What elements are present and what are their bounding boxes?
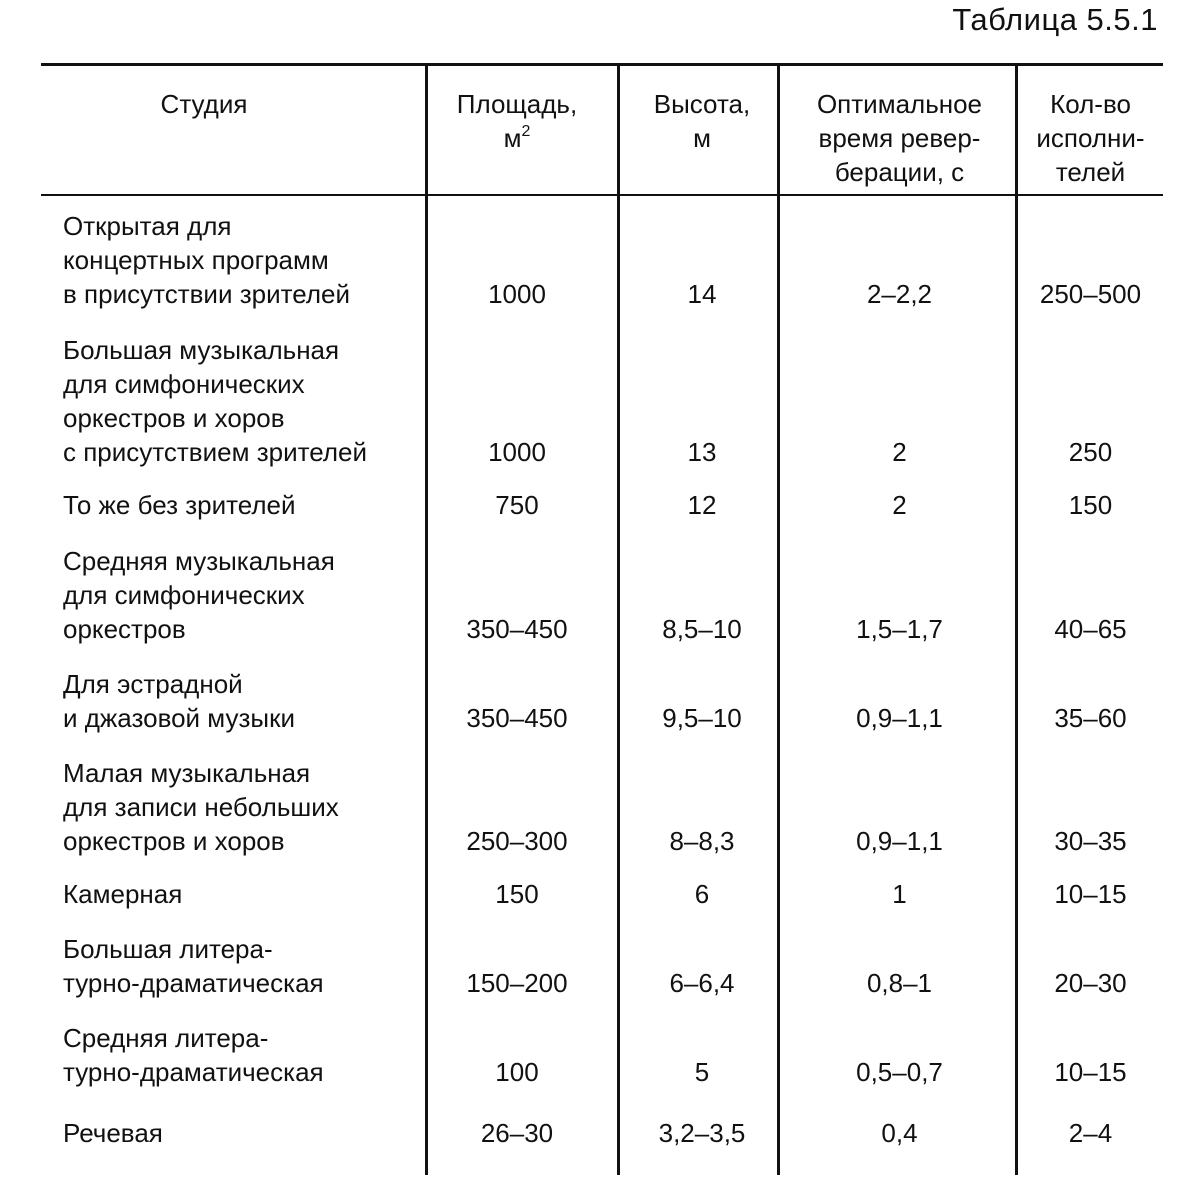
row-studio-name: Малая музыкальная для записи небольших оркестров и хоров (63, 758, 339, 856)
row-performers: 30–35 (1054, 826, 1127, 856)
header-performers: Кол-во исполни- телей (1036, 89, 1145, 187)
row-area: 250–300 (466, 826, 568, 856)
row-performers: 40–65 (1054, 614, 1127, 644)
table-top-rule (41, 63, 1163, 66)
header-separator-rule (41, 194, 1163, 196)
row-height: 5 (694, 1057, 710, 1087)
row-area: 150–200 (466, 968, 568, 998)
row-studio-name: Большая литера- турно-драматическая (63, 934, 324, 998)
row-studio-name: Средняя музыкальная для симфонических оркестров (63, 546, 335, 644)
row-reverb-time: 1 (892, 879, 907, 909)
row-height: 3,2–3,5 (658, 1118, 746, 1148)
row-reverb-time: 0,9–1,1 (856, 826, 943, 856)
row-reverb-time: 2 (892, 490, 907, 520)
row-studio-name: Средняя литера- турно-драматическая (63, 1023, 324, 1087)
column-divider (617, 63, 620, 1175)
row-reverb-time: 0,4 (881, 1118, 918, 1148)
row-reverb-time: 2 (892, 437, 907, 467)
row-reverb-time: 1,5–1,7 (856, 614, 943, 644)
row-studio-name: Камерная (63, 879, 183, 909)
row-reverb-time: 2–2,2 (866, 279, 933, 309)
header-area (428, 87, 606, 155)
header-height: Высота, м (653, 89, 751, 153)
row-height: 8,5–10 (662, 614, 742, 644)
row-studio-name: Речевая (63, 1118, 163, 1148)
row-height: 8–8,3 (669, 826, 735, 856)
row-performers: 2–4 (1068, 1118, 1113, 1148)
row-performers: 250–500 (1039, 279, 1142, 309)
row-performers: 10–15 (1054, 879, 1127, 909)
row-performers: 35–60 (1054, 703, 1127, 733)
row-reverb-time: 0,9–1,1 (856, 703, 943, 733)
row-height: 9,5–10 (662, 703, 742, 733)
row-height: 13 (687, 437, 717, 467)
row-height: 6 (694, 879, 710, 909)
row-area: 1000 (488, 437, 546, 467)
header-area-unit-sup: 2 (521, 123, 531, 140)
row-height: 6–6,4 (669, 968, 735, 998)
row-performers: 250 (1068, 437, 1113, 467)
studio-parameters-table (41, 63, 1163, 1175)
row-area: 1000 (488, 279, 546, 309)
row-studio-name: Открытая для концертных программ в присутствии зрителей (63, 211, 350, 309)
row-performers: 10–15 (1054, 1057, 1127, 1087)
row-area: 350–450 (466, 614, 568, 644)
row-area: 150 (495, 879, 539, 909)
row-area: 26–30 (480, 1118, 554, 1148)
row-performers: 150 (1068, 490, 1113, 520)
header-studio: Студия (160, 89, 248, 119)
row-area: 350–450 (466, 703, 568, 733)
row-area: 100 (495, 1057, 539, 1087)
table-caption: Таблица 5.5.1 (952, 2, 1158, 37)
row-reverb-time: 0,5–0,7 (856, 1057, 943, 1087)
header-area-unit: м (503, 123, 522, 153)
row-studio-name: Большая музыкальная для симфонических оркестров и хоров с присутствием зрителей (63, 335, 367, 467)
row-height: 14 (687, 279, 717, 309)
row-height: 12 (687, 490, 717, 520)
row-area: 750 (495, 490, 539, 520)
header-reverb-time: Оптимальное время ревер- берации, с (816, 89, 983, 187)
header-area-label: Площадь, (456, 89, 578, 119)
row-studio-name: То же без зрителей (63, 490, 296, 520)
row-performers: 20–30 (1054, 968, 1127, 998)
row-studio-name: Для эстрадной и джазовой музыки (63, 669, 295, 733)
row-reverb-time: 0,8–1 (866, 968, 933, 998)
